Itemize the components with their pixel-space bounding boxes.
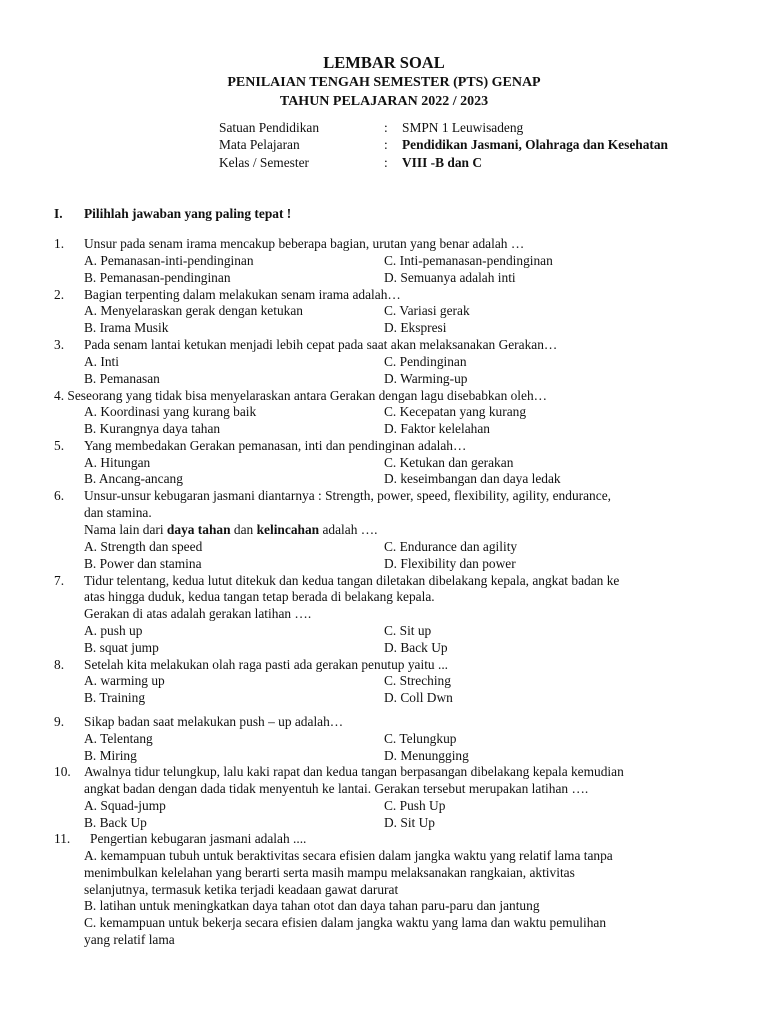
question-line — [54, 388, 547, 405]
option-a: A. Pemanasan-inti-pendinginan — [84, 253, 254, 268]
option-c: C. Pendinginan — [384, 354, 467, 369]
question-text: Pada senam lantai ketukan menjadi lebih cepat pada saat akan melaksanakan Gerakan… — [84, 337, 558, 352]
option-a: A. Inti — [84, 354, 119, 369]
question-text: atas hingga duduk, kedua tangan tetap berada di belakang kepala. — [84, 589, 435, 604]
info-sep: : — [384, 155, 388, 170]
question-text: Seseorang yang tidak bisa menyelaraskan antara Gerakan dengan lagu disebabkan oleh… — [67, 388, 548, 403]
info-label-subject: Mata Pelajaran — [219, 137, 300, 152]
question-text: Unsur pada senam irama mencakup beberapa bagian, urutan yang benar adalah … — [84, 236, 525, 251]
question-prompt — [84, 522, 377, 539]
question-number: 9. — [54, 714, 65, 729]
option-a-cont: selanjutnya, termasuk ketika terjadi keadaan gawat darurat — [84, 882, 399, 897]
info-value-class: VIII -B dan C — [402, 155, 482, 170]
option-b: B. Back Up — [84, 815, 147, 830]
option-a: A. Squad-jump — [84, 798, 166, 813]
prompt-text: Nama lain dari — [84, 522, 167, 537]
option-a: A. warming up — [84, 673, 165, 688]
option-b: B. Pemanasan — [84, 371, 160, 386]
option-d: D. Ekspresi — [384, 320, 447, 335]
question-text: dan stamina. — [84, 505, 152, 520]
option-b: B. Ancang-ancang — [84, 471, 183, 486]
section-number: I. — [54, 206, 63, 221]
question-text: Unsur-unsur kebugaran jasmani diantarnya : Strength, power, speed, flexibility, agility, endurance, — [84, 488, 611, 503]
option-c: C. Streching — [384, 673, 451, 688]
question-text: Yang membedakan Gerakan pemanasan, inti dan pendinginan adalah… — [84, 438, 467, 453]
question-number: 2. — [54, 287, 65, 302]
option-d: D. Sit Up — [384, 815, 435, 830]
question-number: 1. — [54, 236, 65, 251]
bold-term: kelincahan — [256, 522, 320, 537]
option-b: B. Pemanasan-pendinginan — [84, 270, 231, 285]
option-c-cont: yang relatif lama — [84, 932, 175, 947]
bold-term: daya tahan — [166, 522, 231, 537]
option-d: D. Faktor kelelahan — [384, 421, 490, 436]
option-c: C. Kecepatan yang kurang — [384, 404, 527, 419]
question-number: 7. — [54, 573, 65, 588]
question-number: 11. — [54, 831, 71, 846]
option-b: B. latihan untuk meningkatkan daya tahan otot dan daya tahan paru-paru dan jantung — [84, 898, 540, 913]
option-d: D. Menungging — [384, 748, 469, 763]
option-a: A. Hitungan — [84, 455, 151, 470]
option-d: D. Semuanya adalah inti — [384, 270, 516, 285]
option-a: A. Menyelaraskan gerak dengan ketukan — [84, 303, 303, 318]
option-b: B. Kurangnya daya tahan — [84, 421, 221, 436]
question-text: Tidur telentang, kedua lutut ditekuk dan kedua tangan diletakan dibelakang kepala, angkat badan ke — [84, 573, 620, 588]
option-c: C. Inti-pemanasan-pendinginan — [384, 253, 553, 268]
question-number: 3. — [54, 337, 65, 352]
info-label-class: Kelas / Semester — [219, 155, 309, 170]
question-text: Awalnya tidur telungkup, lalu kaki rapat dan kedua tangan berpasangan dibelakang kepala kemudian — [84, 764, 624, 779]
info-label-school: Satuan Pendidikan — [219, 120, 320, 135]
option-c: C. Sit up — [384, 623, 432, 638]
info-value-subject: Pendidikan Jasmani, Olahraga dan Kesehatan — [402, 137, 669, 152]
exam-subtitle: PENILAIAN TENGAH SEMESTER (PTS) GENAP — [227, 75, 541, 90]
option-a-cont: menimbulkan kelelahan yang berarti serta masih mampu melaksanakan rangkaian, aktivitas — [84, 865, 575, 880]
option-c: C. Telungkup — [384, 731, 457, 746]
option-a: A. Strength dan speed — [84, 539, 203, 554]
option-a: A. push up — [84, 623, 143, 638]
question-text: Pengertian kebugaran jasmani adalah .... — [90, 831, 307, 846]
academic-year: TAHUN PELAJARAN 2022 / 2023 — [279, 94, 489, 109]
option-d: D. keseimbangan dan daya ledak — [384, 471, 561, 486]
option-a: A. Koordinasi yang kurang baik — [84, 404, 257, 419]
option-b: B. Training — [84, 690, 146, 705]
section-instruction: Pilihlah jawaban yang paling tepat ! — [84, 206, 292, 221]
question-text: Bagian terpenting dalam melakukan senam irama adalah… — [84, 287, 401, 302]
question-number: 4. — [54, 388, 65, 403]
option-b: B. Irama Musik — [84, 320, 169, 335]
question-text: Setelah kita melakukan olah raga pasti ada gerakan penutup yaitu ... — [84, 657, 449, 672]
info-value-school: SMPN 1 Leuwisadeng — [402, 120, 524, 135]
prompt-text: adalah …. — [319, 522, 378, 537]
question-text: Gerakan di atas adalah gerakan latihan …. — [84, 606, 312, 621]
question-number: 5. — [54, 438, 65, 453]
option-d: D. Warming-up — [384, 371, 468, 386]
option-a: A. Telentang — [84, 731, 153, 746]
question-text: angkat badan dengan dada tidak menyentuh ke lantai. Gerakan tersebut merupakan latihan …. — [84, 781, 589, 796]
prompt-text: dan — [230, 522, 257, 537]
option-b: B. Miring — [84, 748, 137, 763]
option-c: C. Variasi gerak — [384, 303, 470, 318]
option-c: C. kemampuan untuk bekerja secara efisien dalam jangka waktu yang lama dan waktu pemulihan — [84, 915, 607, 930]
option-c: C. Push Up — [384, 798, 446, 813]
option-c: C. Endurance dan agility — [384, 539, 518, 554]
section-heading — [54, 206, 291, 223]
option-a: A. kemampuan tubuh untuk beraktivitas secara efisien dalam jangka waktu yang relatif lama tanpa — [84, 848, 613, 863]
info-sep: : — [384, 137, 388, 152]
option-c: C. Ketukan dan gerakan — [384, 455, 514, 470]
option-b: B. Power dan stamina — [84, 556, 202, 571]
option-b: B. squat jump — [84, 640, 159, 655]
question-number: 6. — [54, 488, 65, 503]
info-sep: : — [384, 120, 388, 135]
question-number: 10. — [54, 764, 71, 779]
option-d: D. Flexibility dan power — [384, 556, 516, 571]
option-d: D. Coll Dwn — [384, 690, 453, 705]
question-text: Sikap badan saat melakukan push – up adalah… — [84, 714, 344, 729]
page-title: LEMBAR SOAL — [323, 53, 445, 72]
option-d: D. Back Up — [384, 640, 448, 655]
question-number: 8. — [54, 657, 65, 672]
